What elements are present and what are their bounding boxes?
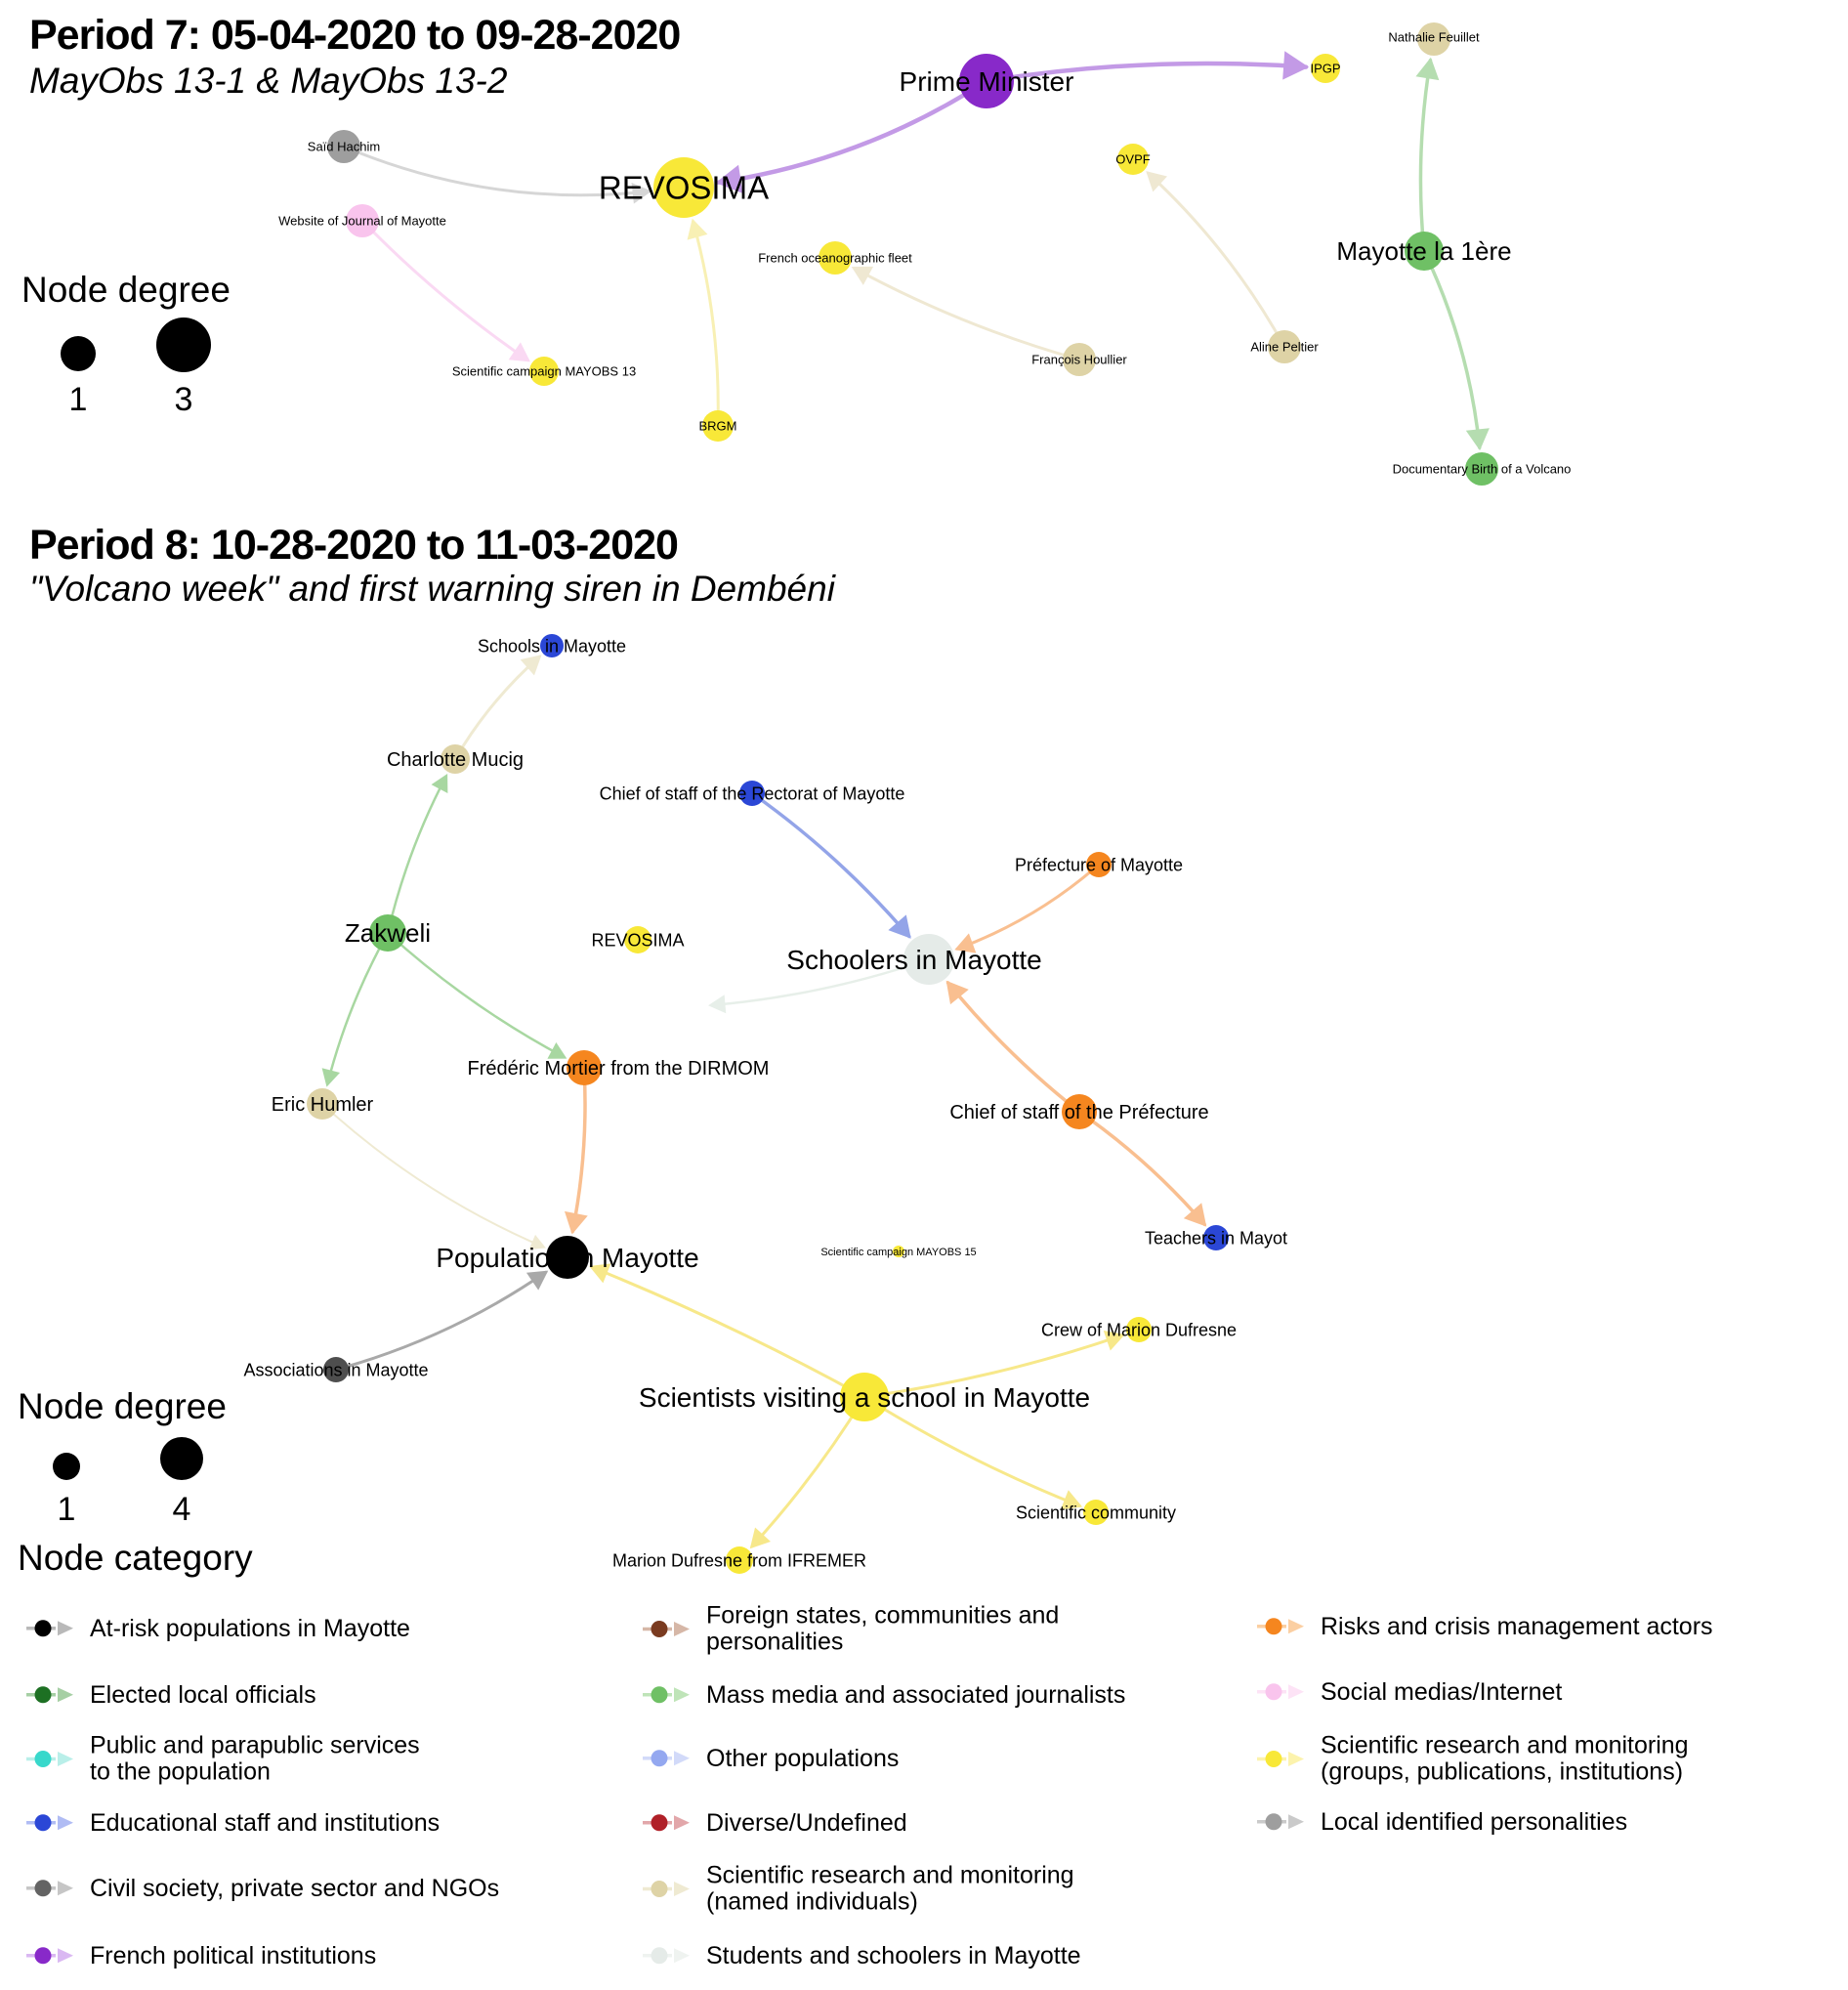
node-label-campaign_15: Scientific campaign MAYOBS 15 <box>820 1246 977 1258</box>
edge-scientists_visiting-scientific_community <box>864 1397 1079 1505</box>
edge-prefecture-schoolers <box>957 865 1099 949</box>
period7-degree-circle-1 <box>61 336 96 371</box>
edge-brgm-revosima_7 <box>693 222 719 426</box>
edge-arrow-prime_minister-ipgp <box>1282 51 1309 79</box>
edge-scientists_visiting-population <box>592 1267 864 1397</box>
legend-item-french_political <box>25 1943 376 1969</box>
period7-degree-circle-3 <box>156 318 211 372</box>
legend-item-at_risk <box>25 1616 410 1642</box>
node-label-associations: Associations in Mayotte <box>243 1360 429 1380</box>
legend-item-sci_named <box>642 1863 1074 1915</box>
edge-charlotte_mucig-schools <box>455 656 539 759</box>
legend-edge-node-icon-sci_groups <box>1256 1748 1307 1769</box>
period8-node-degree-heading: Node degree <box>18 1386 227 1426</box>
edge-zakweli-frederic_mortier <box>388 933 565 1057</box>
legend-label-educational: Educational staff and institutions <box>90 1808 441 1837</box>
legend-label-elected: Elected local officials <box>90 1680 316 1709</box>
legend-label-mass_media: Mass media and associated journalists <box>706 1680 1126 1709</box>
edge-prefecture_chief-schoolers <box>948 983 1079 1112</box>
edge-arrow-frederic_mortier-population <box>565 1211 588 1235</box>
period7-title: Period 7: 05-04-2020 to 09-28-2020 <box>29 12 681 59</box>
node-label-scientific_community: Scientific community <box>1015 1503 1177 1523</box>
edge-arrow-mayotte_1ere-nathalie_feuillet <box>1415 58 1439 80</box>
legend-label-other_populations: Other populations <box>706 1744 900 1772</box>
node-label-documentary: Documentary Birth of a Volcano <box>1392 461 1572 477</box>
legend-item-social_media <box>1256 1679 1562 1706</box>
period8-degree-value-4: 4 <box>172 1491 191 1528</box>
legend-item-students <box>642 1943 1081 1969</box>
legend-edge-node-icon-public_services <box>25 1748 76 1769</box>
period7-subtitle: MayObs 13-1 & MayObs 13-2 <box>29 61 508 101</box>
period8-degree-circle-1 <box>53 1453 80 1480</box>
edge-scientists_visiting-marion_dufresne <box>752 1397 864 1546</box>
legend-edge-node-icon-educational <box>25 1812 76 1834</box>
node-label-rectorat_chief: Chief of staff of the Rectorat of Mayotte <box>599 783 905 804</box>
node-label-said_hachim: Saïd Hachim <box>307 139 381 154</box>
edge-arrow-schoolers-frederic_mortier <box>708 995 726 1013</box>
legend-label-french_political: French political institutions <box>90 1941 377 1969</box>
node-label-schoolers: Schoolers in Mayotte <box>786 944 1042 975</box>
legend-label-sci_groups: Scientific research and monitoring (groups, publications, institutions) <box>1321 1731 1689 1785</box>
node-label-revosima_7: REVOSIMA <box>598 169 770 206</box>
node-label-brgm: BRGM <box>698 418 737 434</box>
node-label-marion_dufresne: Marion Dufresne from IFREMER <box>611 1550 867 1571</box>
edge-arrow-mayotte_1ere-documentary <box>1466 428 1490 450</box>
node-label-prefecture: Préfecture of Mayotte <box>1014 855 1184 875</box>
node-label-aline_peltier: Aline Peltier <box>1250 339 1319 355</box>
edge-prefecture_chief-teachers <box>1079 1112 1204 1224</box>
legend-item-mass_media <box>642 1682 1125 1709</box>
edge-arrow-brgm-revosima_7 <box>688 219 708 240</box>
period8-degree-circle-4 <box>160 1437 203 1480</box>
node-label-campaign_13: Scientific campaign MAYOBS 13 <box>451 363 637 379</box>
node-label-ovpf: OVPF <box>1115 151 1151 167</box>
period7-degree-value-1: 1 <box>68 381 88 418</box>
legend-item-local_personalities <box>1256 1809 1627 1836</box>
node-label-mayotte_1ere: Mayotte la 1ère <box>1336 236 1512 267</box>
node-label-francois_houllier: François Houllier <box>1031 352 1127 367</box>
edge-arrow-website_journal-campaign_13 <box>509 342 530 361</box>
legend-item-educational <box>25 1810 440 1837</box>
legend-edge-node-icon-sci_named <box>642 1878 693 1899</box>
legend-edge-node-icon-risks <box>1256 1616 1307 1637</box>
legend-label-social_media: Social medias/Internet <box>1321 1677 1563 1706</box>
node-label-nathalie_feuillet: Nathalie Feuillet <box>1388 29 1480 45</box>
legend-edge-node-icon-social_media <box>1256 1681 1307 1703</box>
legend-item-diverse <box>642 1810 907 1837</box>
edge-mayotte_1ere-documentary <box>1424 251 1480 447</box>
node-label-eric_humler: Eric Humler <box>271 1094 374 1116</box>
node-label-zakweli: Zakweli <box>344 918 432 949</box>
legend-edge-node-icon-local_personalities <box>1256 1811 1307 1833</box>
legend-item-foreign_states <box>642 1603 1059 1655</box>
legend-item-sci_groups <box>1256 1733 1689 1785</box>
edge-website_journal-campaign_13 <box>362 221 527 360</box>
node-label-population: Population in Mayotte <box>436 1242 699 1273</box>
legend-edge-node-icon-mass_media <box>642 1684 693 1706</box>
period7-degree-value-3: 3 <box>174 381 193 418</box>
legend-edge-node-icon-french_political <box>25 1945 76 1967</box>
edge-zakweli-eric_humler <box>327 933 388 1084</box>
legend-edge-node-icon-diverse <box>642 1812 693 1834</box>
edge-zakweli-charlotte_mucig <box>388 777 446 933</box>
legend-edge-node-icon-civil_society <box>25 1878 76 1899</box>
node-label-frederic_mortier: Frédéric Mortier from the DIRMOM <box>467 1058 770 1080</box>
legend-item-other_populations <box>642 1746 899 1772</box>
legend-item-civil_society <box>25 1876 499 1902</box>
node-category-heading: Node category <box>18 1538 253 1578</box>
node-label-ipgp: IPGP <box>1310 61 1341 76</box>
edge-frederic_mortier-population <box>572 1068 585 1232</box>
node-label-french_fleet: French oceanographic fleet <box>758 250 912 266</box>
edge-francois_houllier-french_fleet <box>854 268 1079 360</box>
legend-label-risks: Risks and crisis management actors <box>1321 1612 1713 1640</box>
legend-label-sci_named: Scientific research and monitoring (named individuals) <box>706 1861 1074 1915</box>
period8-subtitle: "Volcano week" and first warning siren in Dembéni <box>29 569 835 609</box>
node-label-charlotte_mucig: Charlotte Mucig <box>386 749 525 771</box>
node-label-crew_marion: Crew of Marion Dufresne <box>1040 1320 1238 1340</box>
legend-label-public_services: Public and parapublic services to the population <box>90 1731 420 1785</box>
legend-item-public_services <box>25 1733 420 1785</box>
period7-node-degree-heading: Node degree <box>21 270 231 310</box>
legend-edge-node-icon-other_populations <box>642 1748 693 1769</box>
legend-edge-node-icon-elected <box>25 1684 76 1706</box>
legend-label-local_personalities: Local identified personalities <box>1321 1807 1628 1836</box>
node-label-prime_minister: Prime Minister <box>899 65 1074 97</box>
edge-mayotte_1ere-nathalie_feuillet <box>1420 61 1430 251</box>
node-label-scientists_visiting: Scientists visiting a school in Mayotte <box>638 1381 1091 1413</box>
legend-edge-node-icon-at_risk <box>25 1618 76 1639</box>
legend-label-students: Students and schoolers in Mayotte <box>706 1941 1081 1969</box>
period8-title: Period 8: 10-28-2020 to 11-03-2020 <box>29 522 678 569</box>
node-label-revosima_8: REVOSIMA <box>591 930 685 951</box>
edge-arrow-zakweli-eric_humler <box>322 1068 340 1086</box>
legend-label-foreign_states: Foreign states, communities and personalities <box>706 1601 1060 1655</box>
period8-degree-value-1: 1 <box>57 1491 76 1528</box>
legend-label-diverse: Diverse/Undefined <box>706 1808 907 1837</box>
edge-rectorat_chief-schoolers <box>752 793 909 936</box>
node-label-prefecture_chief: Chief of staff of the Préfecture <box>949 1102 1209 1123</box>
legend-item-risks <box>1256 1614 1713 1640</box>
edge-associations-population <box>336 1272 546 1370</box>
legend-item-elected <box>25 1682 316 1709</box>
legend-label-civil_society: Civil society, private sector and NGOs <box>90 1874 500 1902</box>
node-label-schools: Schools in Mayotte <box>477 636 627 656</box>
legend-label-at_risk: At-risk populations in Mayotte <box>90 1614 410 1642</box>
legend-edge-node-icon-foreign_states <box>642 1618 693 1639</box>
node-label-teachers: Teachers in Mayot <box>1144 1228 1288 1249</box>
edge-arrow-associations-population <box>526 1271 548 1291</box>
edge-eric_humler-population <box>322 1104 543 1247</box>
legend-edge-node-icon-students <box>642 1945 693 1967</box>
node-label-website_journal: Website of Journal of Mayotte <box>278 213 446 229</box>
edge-aline_peltier-ovpf <box>1148 173 1284 347</box>
